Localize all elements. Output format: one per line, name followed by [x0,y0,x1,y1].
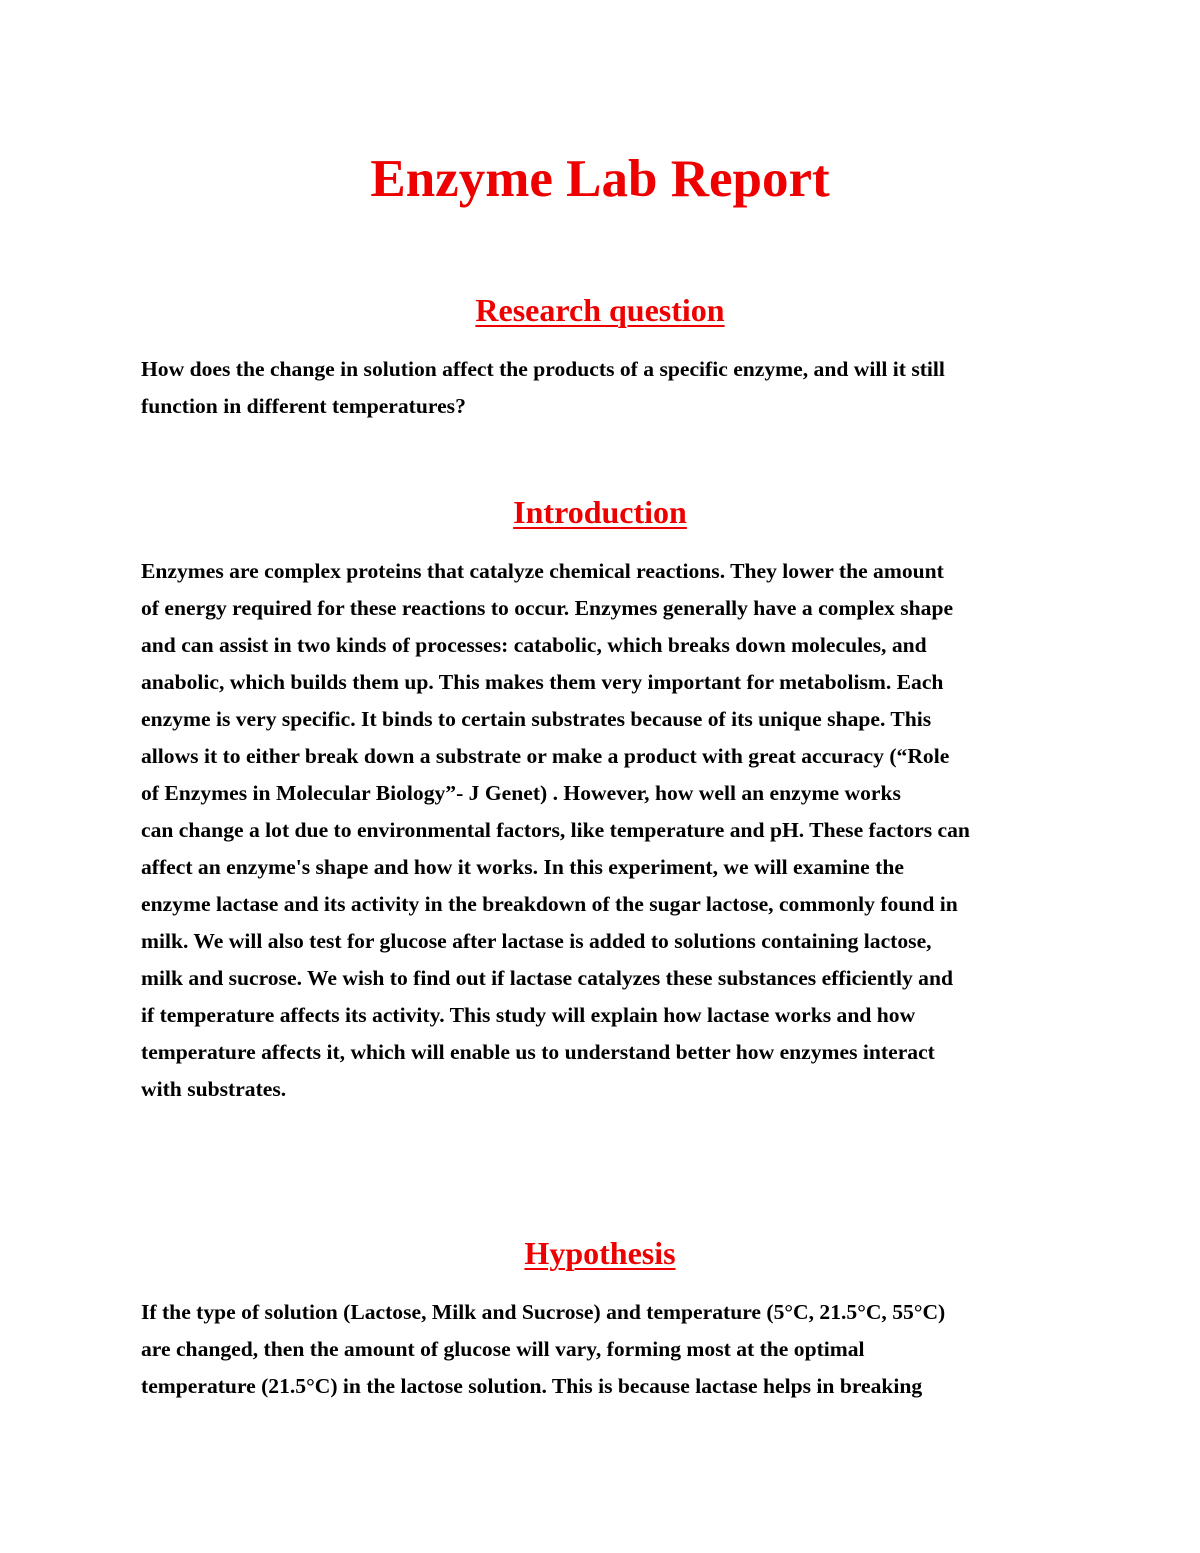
paragraph-line: and can assist in two kinds of processes: catabolic, which breaks down molecules, and [141,633,927,657]
paragraph-line: function in different temperatures? [141,394,466,418]
introduction-heading: Introduction [513,494,687,530]
paragraph-line: if temperature affects its activity. This study will explain how lactase works and how [141,1003,916,1027]
paragraph-line: How does the change in solution affect the products of a specific enzyme, and will it still [141,357,945,381]
paragraph-line: milk and sucrose. We wish to find out if lactase catalyzes these substances efficiently and [141,966,953,990]
paragraph-line: allows it to either break down a substrate or make a product with great accuracy (“Role [141,744,950,768]
paragraph-line: enzyme is very specific. It binds to certain substrates because of its unique shape. This [141,707,932,731]
paragraph-line: milk. We will also test for glucose after lactase is added to solutions containing lactose, [141,929,932,953]
hypothesis-heading: Hypothesis [524,1235,676,1271]
hypothesis-text [141,1294,1061,1405]
paragraph-line: Enzymes are complex proteins that catalyze chemical reactions. They lower the amount [141,559,944,583]
introduction-text [141,553,1061,1108]
paragraph-line: If the type of solution (Lactose, Milk and Sucrose) and temperature (5°C, 21.5°C, 55°C) [141,1300,946,1324]
paragraph-line: with substrates. [141,1077,287,1101]
paragraph-line: of Enzymes in Molecular Biology”- J Genet) . However, how well an enzyme works [141,781,901,805]
paragraph-line: temperature affects it, which will enable us to understand better how enzymes interact [141,1040,935,1064]
paragraph-line: temperature (21.5°C) in the lactose solution. This is because lactase helps in breaking [141,1374,923,1398]
paragraph-line: anabolic, which builds them up. This makes them very important for metabolism. Each [141,670,944,694]
paragraph-line: affect an enzyme's shape and how it works. In this experiment, we will examine the [141,855,904,879]
research-question-text [141,351,1061,425]
research-question-heading: Research question [475,292,725,328]
paragraph-line: of energy required for these reactions to occur. Enzymes generally have a complex shape [141,596,954,620]
paragraph-line: can change a lot due to environmental factors, like temperature and pH. These factors can [141,818,970,842]
paragraph-line: are changed, then the amount of glucose will vary, forming most at the optimal [141,1337,865,1361]
document-title: Enzyme Lab Report [370,150,830,208]
paragraph-line: enzyme lactase and its activity in the breakdown of the sugar lactose, commonly found in [141,892,958,916]
